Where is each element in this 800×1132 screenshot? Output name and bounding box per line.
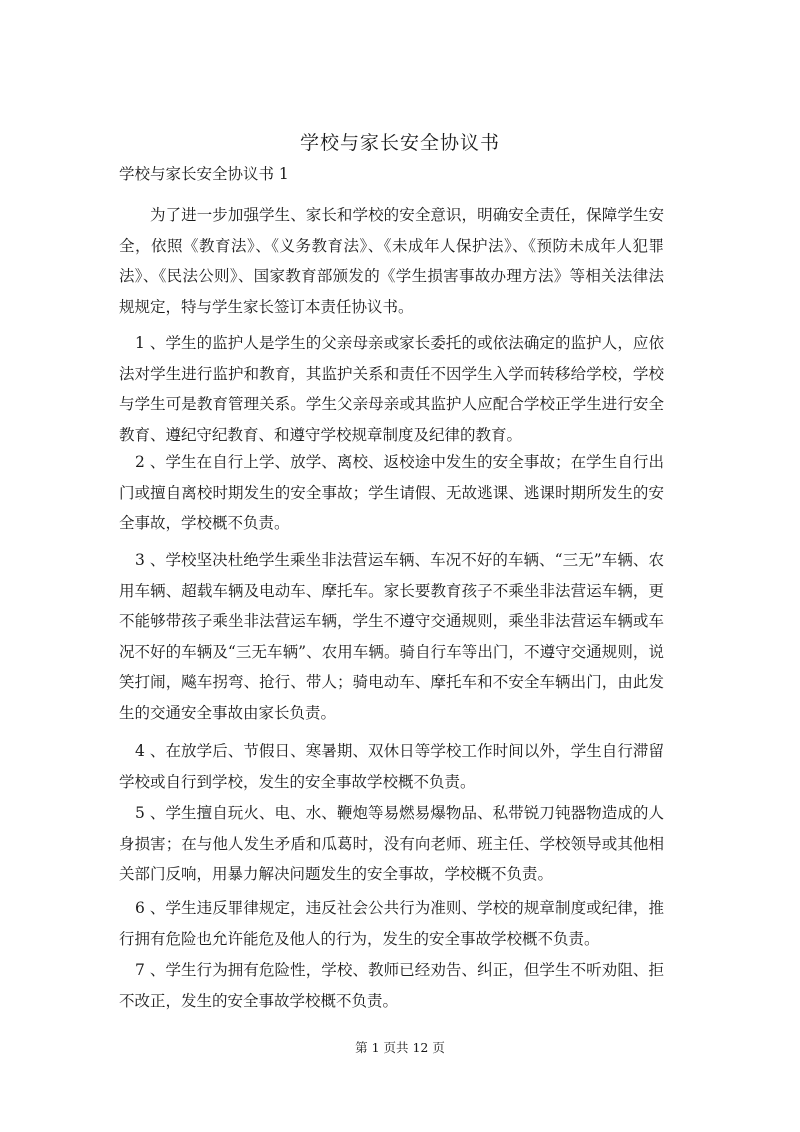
clause-number: 7 <box>135 961 145 979</box>
clause-number: 6 <box>135 899 145 917</box>
intro-paragraph: 为了进一步加强学生、家长和学校的安全意识，明确安全责任，保障学生安全，依照《教育法》、《义务教育法》、《未成年人保护法》、《预防未成年人犯罪法》、《民法公则》、国家教育部颁发的《学生损害事故办理方法》等相关法律法规规定，特与学生家长签订本责任协议书。 <box>119 206 664 316</box>
clause-3 <box>119 545 664 728</box>
clause-1 <box>119 328 664 450</box>
clause-number: 5 <box>135 804 145 822</box>
clause-number: 4 <box>135 742 145 760</box>
page-footer: 第 1 页共 12 页 <box>355 1040 445 1055</box>
clause-number: 2 <box>135 453 145 471</box>
clause-7 <box>119 955 664 1016</box>
clause-number: 3 <box>135 551 145 569</box>
clause-number: 1 <box>135 334 145 352</box>
document-subtitle: 学校与家长安全协议书 1 <box>119 165 289 183</box>
clause-2 <box>119 447 664 539</box>
clause-text: 、学生行为拥有危险性，学校、教师已经劝告、纠正，但学生不听劝阻、拒不改正，发生的安全事故学校概不负责。 <box>119 961 664 1010</box>
clause-text: 、学生在自行上学、放学、离校、返校途中发生的安全事故；在学生自行出门或擅自离校时期发生的安全事故；学生请假、无故逃课、逃课时期所发生的安全事故，学校概不负责。 <box>119 453 664 532</box>
clause-text: 、学生擅自玩火、电、水、鞭炮等易燃易爆物品、私带锐刀钝器物造成的人身损害；在与他人发生矛盾和瓜葛时，没有向老师、班主任、学校领导或其他相关部门反响，用暴力解决问题发生的安全事故，学校概不负责。 <box>119 804 664 883</box>
clause-5 <box>119 798 664 890</box>
document-title: 学校与家长安全协议书 <box>299 132 500 154</box>
clause-text: 、学校坚决杜绝学生乘坐非法营运车辆、车况不好的车辆、“三无”车辆、农用车辆、超载车辆及电动车、摩托车。家长要教育孩子不乘坐非法营运车辆，更不能够带孩子乘坐非法营运车辆，学生不遵守交通规则，乘坐非法营运车辆或车况不好的车辆及“三无车辆”、农用车辆。骑自行车等出门，不遵守交通规则，说笑打闹，飚车拐弯、抢行、带人；骑电动车、摩托车和不安全车辆出门，由此发生的交通安全事故由家长负责。 <box>119 551 664 722</box>
clause-text: 、学生违反罪律规定，违反社会公共行为准则、学校的规章制度或纪律，推行拥有危险也允许能危及他人的行为，发生的安全事故学校概不负责。 <box>119 899 664 948</box>
clause-text: 、学生的监护人是学生的父亲母亲或家长委托的或依法确定的监护人，应依法对学生进行监护和教育，其监护关系和责任不因学生入学而转移给学校，学校与学生可是教育管理关系。学生父亲母亲或其监护人应配合学校正学生进行安全教育、遵纪守纪教育、和遵守学校规章制度及纪律的教育。 <box>119 334 664 444</box>
clause-6 <box>119 893 664 954</box>
clause-text: 、在放学后、节假日、寒暑期、双休日等学校工作时间以外，学生自行滞留学校或自行到学校，发生的安全事故学校概不负责。 <box>119 742 664 791</box>
clause-4 <box>119 736 664 797</box>
